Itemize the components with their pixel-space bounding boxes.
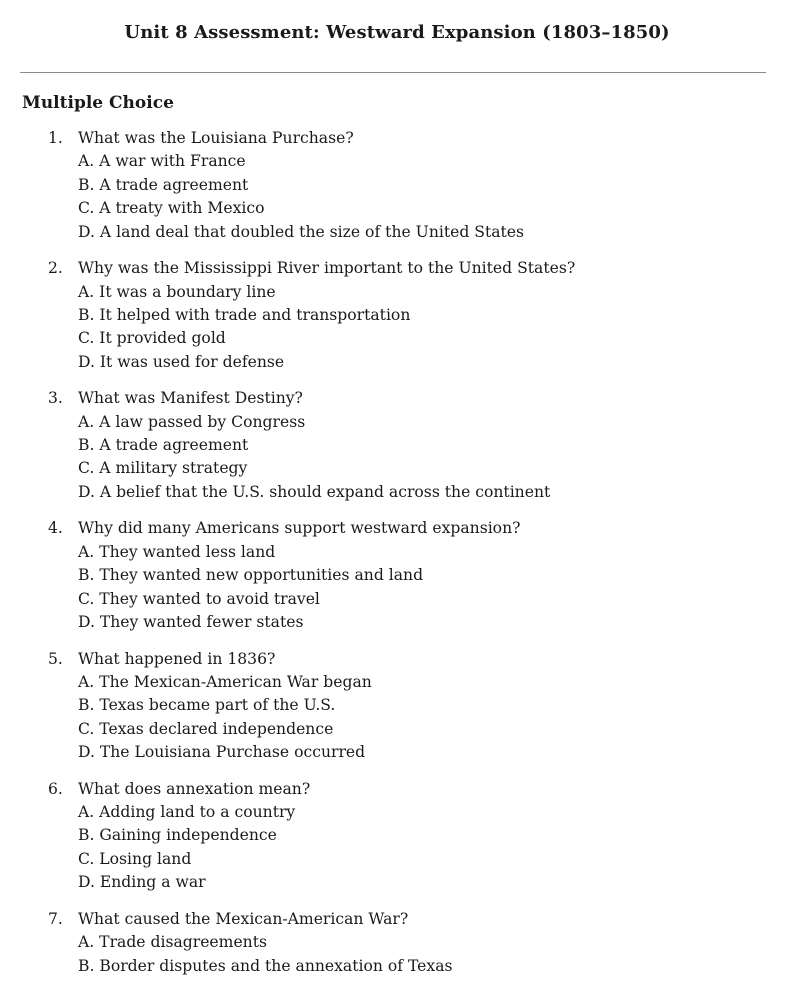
answer-choice: D. They wanted fewer states [78,612,304,631]
question-prompt [0,257,794,280]
question-2 [0,257,794,374]
answer-choice: C. It provided gold [78,329,226,348]
question-text: What does annexation mean? [78,779,311,798]
question-5 [0,648,794,765]
question-text: What caused the Mexican-American War? [78,909,409,928]
question-prompt [0,517,794,540]
answer-choices [0,281,794,375]
question-text: What was the Louisiana Purchase? [78,129,354,147]
question-text: What happened in 1836? [78,649,276,668]
question-number: 5. [48,649,63,668]
answer-choice: D. It was used for defense [78,352,285,371]
answer-choice: B. Gaining independence [78,826,277,845]
question-4 [0,517,794,634]
question-number: 7. [48,909,63,928]
question-text: Why did many Americans support westward expansion? [78,519,521,538]
answer-choice: D. The Louisiana Purchase occurred [78,743,366,762]
question-number: 2. [48,259,63,278]
question-6 [0,778,794,895]
answer-choice: B. A trade agreement [78,436,249,455]
question-text: Why was the Mississippi River important to the United States? [78,259,576,278]
answer-choice: A. They wanted less land [78,542,276,561]
question-prompt [0,908,794,931]
question-7 [0,908,794,978]
question-number: 4. [48,519,63,538]
section-heading: Multiple Choice [22,93,174,113]
answer-choices [0,931,794,978]
answer-choices [0,411,794,505]
answer-choice: A. The Mexican-American War began [78,672,372,691]
answer-choices [0,801,794,895]
answer-choice: D. A land deal that doubled the size of the United States [78,222,525,241]
question-text: What was Manifest Destiny? [78,389,303,408]
answer-choice: B. Texas became part of the U.S. [78,696,336,715]
title-divider [20,72,766,73]
answer-choice: B. It helped with trade and transportation [78,305,411,324]
question-prompt [0,127,794,150]
question-1 [0,127,794,244]
answer-choice: C. A treaty with Mexico [78,199,265,218]
answer-choices [0,541,794,635]
answer-choice: B. They wanted new opportunities and land [78,566,424,585]
answer-choice: A. Adding land to a country [78,803,296,822]
question-prompt [0,387,794,410]
answer-choice: D. A belief that the U.S. should expand across the continent [78,482,551,501]
question-3 [0,387,794,504]
answer-choice: A. It was a boundary line [78,282,276,301]
answer-choice: B. Border disputes and the annexation of Texas [78,956,453,975]
answer-choice: A. Trade disagreements [78,933,267,952]
answer-choice: C. A military strategy [78,459,248,478]
question-number: 6. [48,779,63,798]
answer-choice: C. Texas declared independence [78,719,334,738]
answer-choice: A. A war with France [78,152,246,171]
answer-choices [0,150,794,244]
question-list [0,127,794,991]
answer-choice: B. A trade agreement [78,175,249,194]
answer-choice: C. They wanted to avoid travel [78,589,320,608]
answer-choice: C. Losing land [78,849,192,868]
question-number: 3. [48,389,63,408]
question-prompt [0,648,794,671]
page-title: Unit 8 Assessment: Westward Expansion (1803–1850) [124,22,670,43]
question-prompt [0,778,794,801]
question-number: 1. [48,129,63,147]
answer-choices [0,671,794,765]
answer-choice: D. Ending a war [78,873,206,892]
answer-choice: A. A law passed by Congress [78,412,306,431]
